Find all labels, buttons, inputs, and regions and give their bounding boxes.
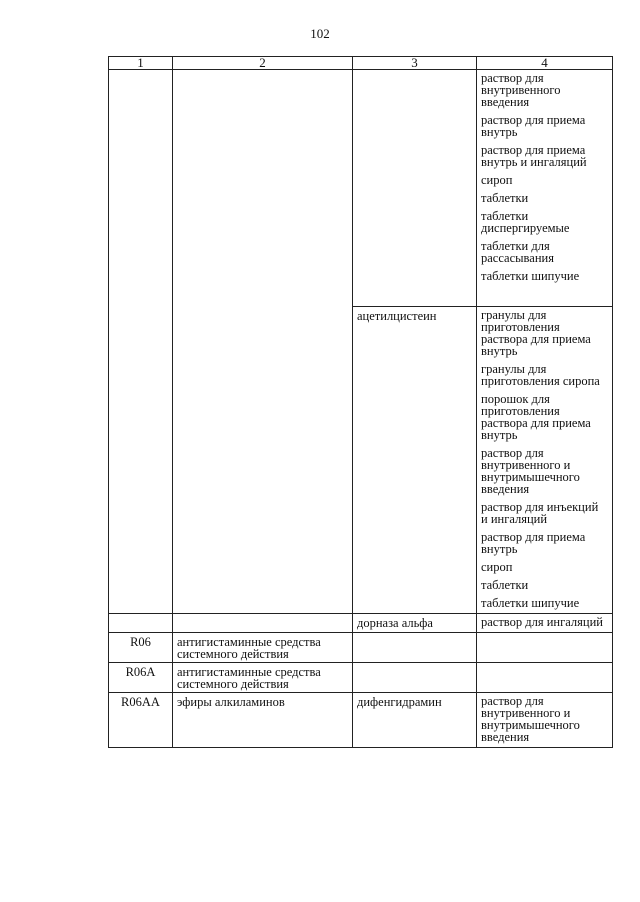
atc-group-name: эфиры алкиламинов <box>173 693 353 748</box>
forms-cell <box>477 614 613 633</box>
dosage-form: таблетки шипучие <box>481 596 580 610</box>
forms-cell <box>477 307 613 614</box>
table-row <box>109 693 613 748</box>
dosage-form: гранулы для приготовления сиропа <box>481 362 600 388</box>
empty-code-cell <box>109 614 173 633</box>
header-col-3: 3 <box>353 57 477 70</box>
forms-cell <box>477 70 613 307</box>
forms-cell <box>477 693 613 748</box>
dosage-form: таблетки диспергируемые <box>481 209 570 235</box>
empty-code-cell <box>109 70 173 614</box>
drug-table <box>108 56 613 748</box>
table-row <box>109 70 613 307</box>
table-row <box>109 633 613 663</box>
dosage-form: раствор для внутривенного введения <box>481 71 561 109</box>
header-col-4: 4 <box>477 57 613 70</box>
atc-code: R06 <box>109 633 173 663</box>
drug-name: ацетилцистеин <box>353 307 477 614</box>
empty-drug-cell <box>353 70 477 307</box>
atc-group-name: антигистаминные средства системного действия <box>173 663 353 693</box>
atc-code: R06A <box>109 663 173 693</box>
dosage-form: сироп <box>481 560 513 574</box>
dosage-form: порошок для приготовления раствора для приема внутрь <box>481 392 591 442</box>
dosage-form: раствор для внутривенного и внутримышечного введения <box>481 694 580 744</box>
table-header-row <box>109 57 613 70</box>
dosage-form: таблетки шипучие <box>481 269 580 283</box>
dosage-form: раствор для приема внутрь и ингаляций <box>481 143 587 169</box>
empty-name-cell <box>173 70 353 614</box>
header-col-1: 1 <box>109 57 173 70</box>
empty-forms-cell <box>477 633 613 663</box>
empty-drug-cell <box>353 633 477 663</box>
drug-name: дифенгидрамин <box>353 693 477 748</box>
dosage-form: сироп <box>481 173 513 187</box>
atc-code: R06AA <box>109 693 173 748</box>
empty-drug-cell <box>353 663 477 693</box>
dosage-form: раствор для внутривенного и внутримышечного введения <box>481 446 580 496</box>
dosage-form: раствор для приема внутрь <box>481 113 586 139</box>
empty-name-cell <box>173 614 353 633</box>
dosage-form: таблетки <box>481 578 529 592</box>
table-row <box>109 614 613 633</box>
table-row <box>109 663 613 693</box>
dosage-form: раствор для приема внутрь <box>481 530 586 556</box>
atc-group-name: антигистаминные средства системного действия <box>173 633 353 663</box>
dosage-form: раствор для инъекций и ингаляций <box>481 500 599 526</box>
drug-name: дорназа альфа <box>353 614 477 633</box>
header-col-2: 2 <box>173 57 353 70</box>
dosage-form: таблетки для рассасывания <box>481 239 554 265</box>
empty-forms-cell <box>477 663 613 693</box>
dosage-form: раствор для ингаляций <box>481 615 603 629</box>
dosage-form: таблетки <box>481 191 529 205</box>
page-number: 102 <box>310 26 330 41</box>
dosage-form: гранулы для приготовления раствора для приема внутрь <box>481 308 591 358</box>
